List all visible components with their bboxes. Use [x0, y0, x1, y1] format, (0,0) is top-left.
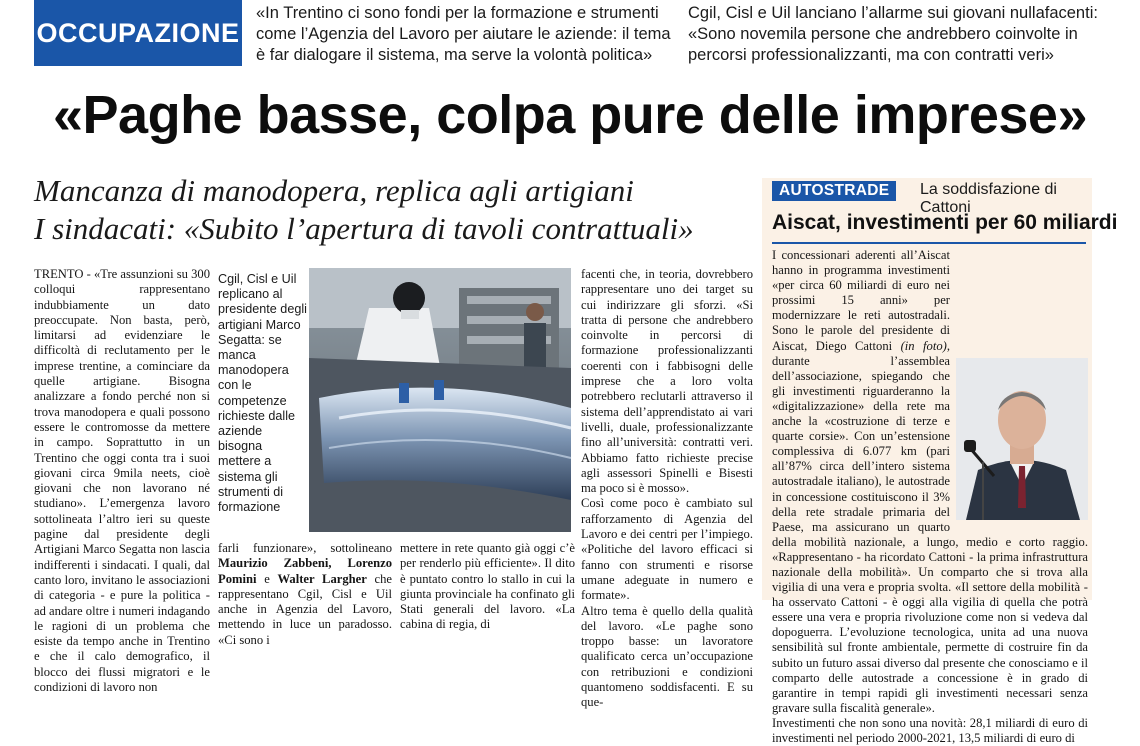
sidebar-kicker: La soddisfazione di Cattoni [920, 181, 1057, 216]
article-column-3 [218, 541, 392, 648]
sidebar-headline: Aiscat, investimenti per 60 miliardi [772, 211, 1118, 234]
text-run: , durante l’assemblea dell’associazione, spiegando che gli investimenti riguarderanno la «digitalizzazione» della rete ma anche la «costruzione di terze e quarte corsie». Con un’estensione complessiva di 6.077 km (pari all’87% circa dell’intero sistema autostradale italiano), le autostrade in concessione costituiscono il 3% della rete stradale primaria del Paese, ma assicurano un quarto della mobilità nazionale, a lungo, medio e corto raggio. «Rappresentano - ha ricordato Cattoni - la prima infrastruttura nazionale della mobilità». Un comparto che si trova alla vigilia di una vera e propria svolta. «Il settore della mobilità - ha osservato Cattoni - è oggi alla vigilia di quella che potrà essere una vera e propria rivoluzione come non si vedeva dal dopoguerra. L’evoluzione tecnologica, unita ad una nuova sensibilità sul fronte ambientale, permette di costruire fin da subito un futuro assai diverso dal presente che conosciamo e il comparto delle autostrade a concessione è in grado di garantire in tempi rapidi gli investimenti necessari senza gravare sulla fiscalità generale». [772, 338, 1088, 715]
article-paragraph: facenti che, in teoria, dovrebbero rappresentare uno dei target su cui indirizzare gli sforzi. «Si tratta di persone che andrebbero coinvolte in percorsi di formazione professionalizzanti coerenti con i fabbisogni delle imprese che a loro volta potrebbero reclutarli attraverso il sistema dell’apprendistato ai vari livelli, duale, professionalizzante fino all’università: contratti veri. Abbiamo fatto richieste precise agli assessori Spinelli e Bisesti ma poco si è mosso». [581, 267, 753, 496]
article-column-4 [400, 541, 575, 633]
headline: «Paghe basse, colpa pure delle imprese» [53, 85, 1087, 145]
article-paragraph: Così come poco è cambiato sul rafforzamento di Agenzia del Lavoro e dei centri per l’impiego. «Politiche del lavoro efficaci si fanno con strumenti e risorse umane adeguate in numero e formate». [581, 496, 753, 603]
section-label: OCCUPAZIONE [36, 17, 240, 48]
deck-line-1: Mancanza di manodopera, replica agli artigiani [34, 173, 634, 208]
article-column-1 [34, 267, 210, 695]
sidebar-tag: AUTOSTRADE [772, 181, 896, 201]
deck-line-2: I sindacati: «Subito l’apertura di tavoli contrattuali» [34, 211, 694, 246]
deck [34, 172, 754, 248]
section-badge [34, 0, 242, 66]
sidebar-text [772, 248, 1088, 746]
sidebar-rule [772, 242, 1086, 244]
text-run: che rappresentano Cgil, Cisl e Uil anche in Agenzia del Lavoro, mettendo in luce un paradosso. «Ci sono i [218, 571, 393, 647]
article-column-5 [581, 267, 753, 711]
article-photo [309, 268, 571, 532]
article-paragraph [218, 541, 392, 648]
article-paragraph: Altro tema è quello della qualità del lavoro. «Le paghe sono troppo basse: un lavoratore qualificato cerca un’occupazione con retribuzioni e condizioni quantomeno soddisfacenti. E su que- [581, 603, 753, 710]
text-run: e [256, 571, 278, 586]
sidebar-photo [956, 358, 1088, 520]
sidebar-box [762, 178, 1118, 745]
teaser-right: Cgil, Cisl e Uil lanciano l’allarme sui giovani nullafacenti: «Sono novemila persone che andrebbero coinvolte in percorsi professionalizzanti, ma con contratti veri» [688, 4, 1098, 64]
article-paragraph: mettere in rete quanto già oggi c’è per renderlo più efficiente». Il dito è puntato contro lo stallo in cui la giunta provinciale ha confinato gli Stati generali del lavoro. «La cabina di regia, di [400, 541, 575, 632]
teaser-left: «In Trentino ci sono fondi per la formazione e strumenti come l’Agenzia del Lavoro per aiutare le aziende: il tema è far dialogare il sistema, ma serve la volontà politica» [256, 4, 671, 64]
article-paragraph: TRENTO - «Tre assunzioni su 300 colloqui rappresentano indubbiamente un dato preoccupate. Non basta, però, limitarsi ad evidenziare le difficoltà di reclutamento per le imprese trentine, a cominciare da quelle artigiane. Bisogna analizzare a fondo perché non si trova manodopera e quali possono essere le contromosse da mettere in campo. Soprattutto in un Trentino che oggi conta tra i suoi giovani circa 9mila neets, cioè giovani che non lavorano né studiano». L’emergenza lavoro sottolineata l’altro ieri su queste pagine dal presidente degli Artigiani Marco Segatta non lascia indifferenti i sindacati. I quali, dal canto loro, invitano le associazioni di categoria - e pure la politica - ad andare oltre i numeri indagando le ragioni di un problema che esiste da tempo anche in Trentino e che il calo demografico, il blocco dei flussi migratori e le condizioni di lavoro non [34, 267, 210, 695]
author-names: Maurizio Zabbeni, Lorenzo Pomini [218, 556, 392, 586]
text-run: I concessionari aderenti all’Aiscat hanno in programma investimenti «per circa 60 miliardi di euro nei prossimi 15 anni» per modernizzare le reti autostradali. Sono le parole del presidente di Aiscat, Diego Cattoni [772, 248, 950, 353]
sidebar-paragraph: Investimenti che non sono una novità: 28,1 miliardi di euro di investimenti nel periodo 2000-2021, 13,5 miliardi di euro di [772, 715, 1088, 745]
photo-caption: Cgil, Cisl e Uil replicano al presidente degli artigiani Marco Segatta: se manca manodopera con le competenze richieste dalle aziende bisogna mettere a sistema gli strumenti di formazione [218, 272, 307, 515]
photo-note: (in foto) [900, 338, 947, 353]
author-name: Walter Largher [277, 571, 367, 586]
text-run: farli funzionare», sottolineano [218, 541, 392, 555]
